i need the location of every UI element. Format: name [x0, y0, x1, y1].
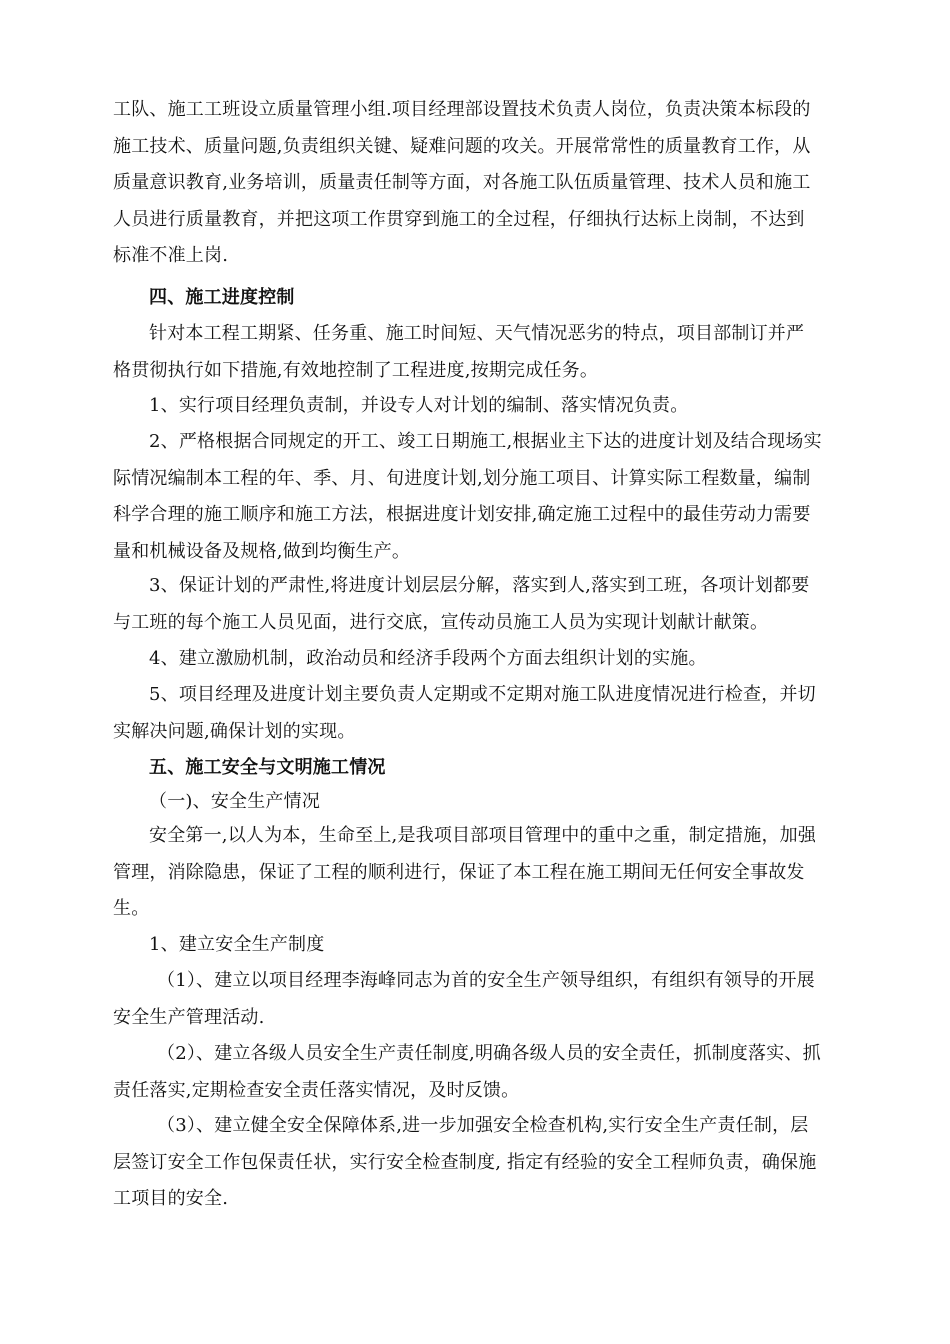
text-line: 安全第一,以人为本，生命至上,是我项目部项目管理中的重中之重，制定措施，加强	[149, 825, 817, 846]
text-line: 1、建立安全生产制度	[149, 934, 325, 955]
text-line: 际情况编制本工程的年、季、月、旬进度计划,划分施工项目、计算实际工程数量，编制	[113, 467, 811, 489]
text-line: 人员进行质量教育，并把这项工作贯穿到施工的全过程，仔细执行达标上岗制，不达到	[113, 208, 805, 230]
text-line: 实解决问题,确保计划的实现。	[113, 720, 356, 742]
text-line: 4、建立激励机制，政治动员和经济手段两个方面去组织计划的实施。	[149, 648, 707, 669]
text-line: 与工班的每个施工人员见面，进行交底，宣传动员施工人员为实现计划献计献策。	[113, 611, 769, 633]
text-line: （2）、建立各级人员安全生产责任制度,明确各级人员的安全责任，抓制度落实、抓	[157, 1043, 821, 1064]
para-safety-system	[113, 927, 853, 964]
text-line: 格贯彻执行如下措施,有效地控制了工程进度,按期完成任务。	[113, 359, 599, 381]
text-line: 2、严格根据合同规定的开工、竣工日期施工,根据业主下达的进度计划及结合现场实	[149, 431, 822, 452]
para-safety-system-3	[113, 1108, 853, 1218]
para-progress-5	[113, 677, 853, 750]
heading-progress-control	[113, 280, 853, 317]
para-safety-system-1	[113, 963, 853, 1036]
text-line: 量和机械设备及规格,做到均衡生产。	[113, 540, 411, 562]
text-line: （3）、建立健全安全保障体系,进一步加强安全检查机构,实行安全生产责任制，层	[157, 1115, 809, 1136]
text-line: 安全生产管理活动.	[113, 1006, 265, 1028]
text-line: 层签订安全工作包保责任状，实行安全检查制度, 指定有经验的安全工程师负责，确保施	[113, 1151, 817, 1173]
para-safety-system-2	[113, 1036, 853, 1109]
section-heading: 五、施工安全与文明施工情况	[149, 757, 386, 778]
text-line: 工队、施工工班设立质量管理小组.项目经理部设置技术负责人岗位，负责决策本标段的	[113, 99, 811, 120]
section-heading: 四、施工进度控制	[149, 287, 295, 308]
text-line: 施工技术、质量问题,负责组织关键、疑难问题的攻关。开展常常性的质量教育工作，从	[113, 135, 811, 157]
para-progress-1	[113, 388, 853, 425]
text-line: 标准不准上岗.	[113, 245, 229, 266]
text-line: 3、保证计划的严肃性,将进度计划层层分解，落实到人,落实到工班，各项计划都要	[149, 575, 810, 596]
para-progress-4	[113, 641, 853, 678]
text-line: （1）、建立以项目经理李海峰同志为首的安全生产领导组织，有组织有领导的开展	[157, 970, 815, 991]
text-line: 工项目的安全.	[113, 1188, 229, 1209]
para-progress-intro	[113, 316, 853, 389]
subheading-safety-production	[113, 784, 853, 821]
text-line: 1、实行项目经理负责制，并设专人对计划的编制、落实情况负责。	[149, 395, 689, 416]
text-line: 管理，消除隐患，保证了工程的顺利进行，保证了本工程在施工期间无任何安全事故发	[113, 861, 805, 883]
text-line: 针对本工程工期紧、任务重、施工时间短、天气情况恶劣的特点，项目部制订并严	[149, 323, 805, 344]
heading-safety-civilized	[113, 750, 853, 787]
text-line: 5、项目经理及进度计划主要负责人定期或不定期对施工队进度情况进行检查，并切	[149, 684, 816, 705]
text-line: 科学合理的施工顺序和施工方法，根据进度计划安排,确定施工过程中的最佳劳动力需要	[113, 504, 811, 525]
para-safety-first	[113, 818, 853, 928]
text-line: 质量意识教育,业务培训，质量责任制等方面，对各施工队伍质量管理、技术人员和施工	[113, 172, 811, 193]
para-progress-3	[113, 568, 853, 641]
text-line: 生。	[113, 898, 150, 919]
text-line: 责任落实,定期检查安全责任落实情况，及时反馈。	[113, 1079, 520, 1101]
para-quality-team	[113, 92, 853, 275]
para-progress-2	[113, 424, 853, 570]
subsection-heading: （一)、安全生产情况	[149, 791, 321, 812]
